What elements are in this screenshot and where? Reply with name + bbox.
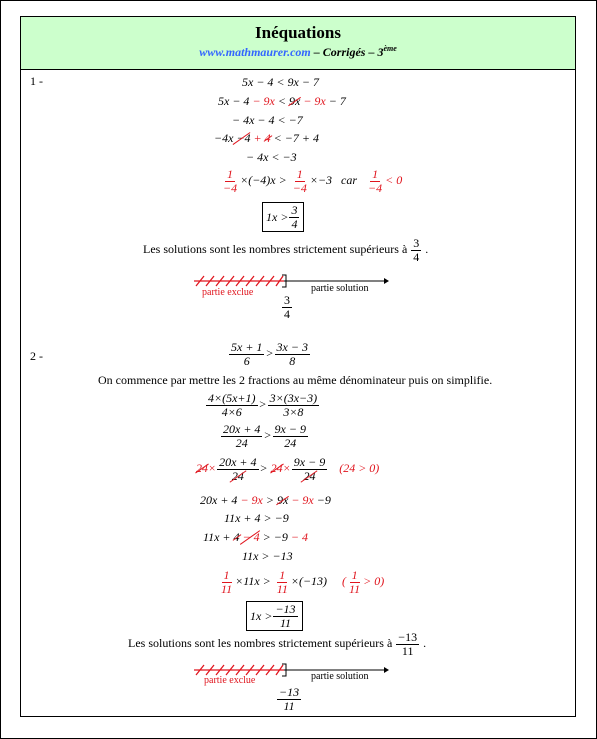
ex1-frac-c: $\frac{1}{-4}$ xyxy=(368,167,383,195)
ex1-sentence-frac: $\frac{3}{4}$ xyxy=(413,236,420,264)
ex1-hatch xyxy=(194,276,284,286)
ex2-line-8: 11x > −13 xyxy=(242,549,293,563)
ex1-line-1: 5x − 4 < 9x − 7 xyxy=(242,75,319,89)
ex1-line-3: − 4x − 4 < −7 xyxy=(232,113,303,127)
ex1-l2-b: − 9x xyxy=(249,94,275,108)
exercise-1-number: 1 - xyxy=(30,74,43,88)
ex2-result-box: 1x > $\frac{-13}{11}$ xyxy=(246,601,303,631)
ex1-l6-car: car xyxy=(341,172,358,187)
ex1-line-4 xyxy=(214,131,319,146)
subtitle-text: – Corrigés – 3 xyxy=(310,45,384,59)
header-box xyxy=(20,16,576,70)
ex1-frac-b: $\frac{1}{-4}$ xyxy=(292,167,307,195)
ex2-line-2: $\frac{4\times(5x+1)}{4\times 6}$ > $\frac{3\times(3x-3)}{3\times 8}$ xyxy=(208,391,318,419)
ex2-result xyxy=(246,601,303,631)
subtitle-sup: ème xyxy=(383,44,397,53)
ex2-intro: On commence par mettre les 2 fractions au même dénominateur puis on simplifie. xyxy=(98,373,493,387)
ex1-result-box: 1x > $\frac{3}{4}$ xyxy=(262,202,304,232)
ex1-l2-c: < xyxy=(274,94,289,108)
ex2-sentence-frac: $\frac{-13}{11}$ xyxy=(398,630,418,658)
ex1-excluded-label: partie exclue xyxy=(202,287,254,298)
page-title: Inéquations xyxy=(255,23,341,42)
ex1-l4-d: 4 xyxy=(264,131,271,145)
ex1-line-5: − 4x < −3 xyxy=(246,150,297,164)
ex2-arrow xyxy=(384,667,389,673)
ex1-l2-a: 5x − 4 xyxy=(218,94,250,108)
ex1-l4-e: < −7 + 4 xyxy=(270,131,319,145)
ex2-line-7: 11x + 4 − 4 > −9 − 4 xyxy=(203,530,308,544)
ex1-l6-cond: < 0 xyxy=(385,172,403,187)
ex2-line-5: 20x + 4 − 9x > 9x − 9x −9 xyxy=(200,493,331,507)
ex1-l2-f: − 7 xyxy=(325,94,346,108)
ex1-l4-a: −4x xyxy=(214,131,234,145)
ex2-line-6: 11x + 4 > −9 xyxy=(224,511,289,525)
ex1-arrow xyxy=(384,278,389,284)
ex1-result-frac: $\frac{3}{4}$ xyxy=(291,203,298,231)
ex1-result xyxy=(262,202,304,232)
ex1-sentence: Les solutions sont les nombres strictement supérieurs à $\frac{3}{4}$ . xyxy=(143,236,429,264)
ex2-line-1: $\frac{5x + 1}{6}$ > $\frac{3x - 3}{8}$ xyxy=(231,340,308,368)
ex1-line-6 xyxy=(220,168,402,194)
ex1-line-frac: $\frac{3}{4}$ xyxy=(284,293,290,321)
site-link[interactable]: www.mathmaurer.com xyxy=(199,45,311,59)
ex2-line-4: 24× $\frac{20x + 4}{24}$ > 24× $\frac{9x - 9}{24}$ (24 > 0) xyxy=(196,455,380,483)
ex1-l6-mult2: ×−3 xyxy=(309,172,333,187)
page-subtitle xyxy=(21,44,575,60)
ex2-hatch xyxy=(194,665,284,675)
ex2-sentence: Les solutions sont les nombres strictement supérieurs à $\frac{-13}{11}$ . xyxy=(128,630,427,658)
ex2-line-frac: $\frac{-13}{11}$ xyxy=(279,685,300,713)
ex1-l2-d: 9x xyxy=(288,94,301,108)
ex2-line-9: $\frac{1}{11}$ ×11x > $\frac{1}{11}$ ×(−13) ( $\frac{1}{11}$ > 0) xyxy=(221,568,385,596)
ex1-frac-a: $\frac{1}{-4}$ xyxy=(223,167,238,195)
exercise-2-number: 2 - xyxy=(30,349,43,363)
ex2-solution-label: partie solution xyxy=(311,671,369,682)
ex2-excluded-label: partie exclue xyxy=(204,675,256,686)
ex1-l4-c: + xyxy=(250,131,265,145)
ex1-l4-b: −4 xyxy=(233,131,251,145)
ex2-line-3: $\frac{20x + 4}{24}$ > $\frac{9x - 9}{24}$ xyxy=(223,422,306,450)
ex1-l6-mult: ×(−4)x > xyxy=(240,172,287,187)
ex1-solution-label: partie solution xyxy=(311,283,369,294)
ex1-l2-e: − 9x xyxy=(300,94,326,108)
ex1-line-2 xyxy=(218,94,346,109)
